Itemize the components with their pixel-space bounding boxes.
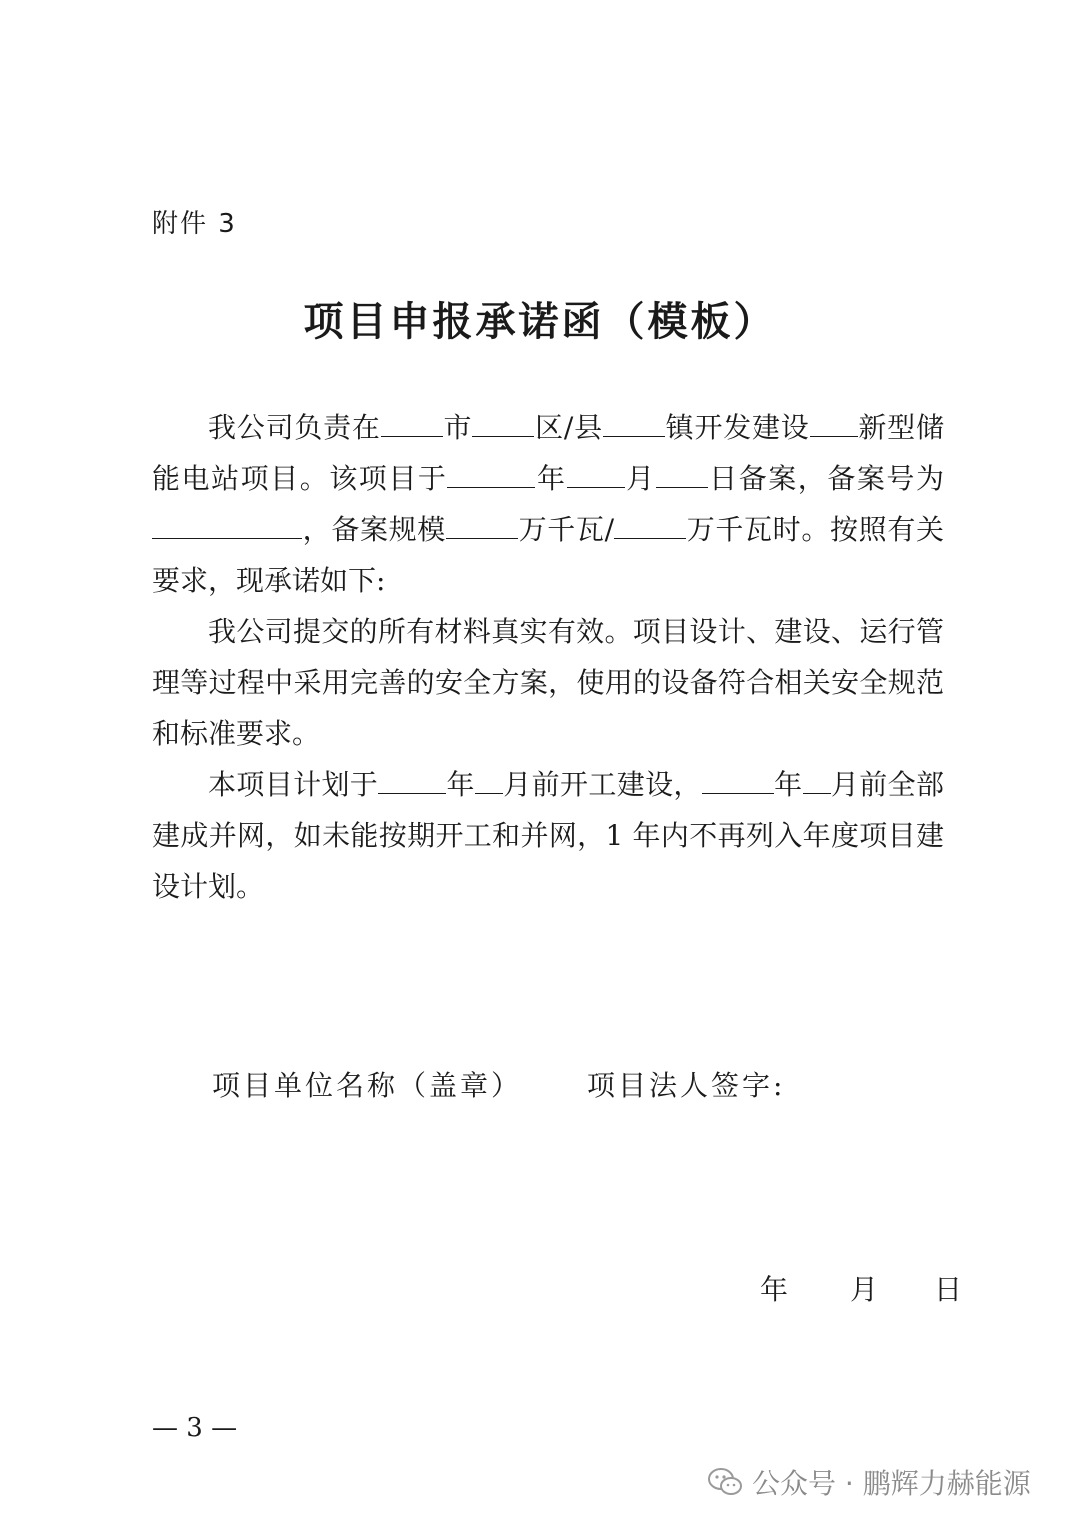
paragraph-1 xyxy=(152,402,944,606)
attachment-label: 附件 3 xyxy=(152,209,237,239)
watermark-text: 公众号 · 鹏辉力赫能源 xyxy=(752,1467,1031,1500)
text-run: 万千瓦/ xyxy=(517,513,615,546)
text-run: ，备案规模 xyxy=(302,513,446,546)
blank-month xyxy=(567,462,625,488)
date-month: 月 xyxy=(850,1273,879,1306)
text-run: 月前全部建成并网，如未能按期开工和并网，1 年内不再列入年度项目建设计划。 xyxy=(152,768,944,903)
text-run: 我公司负责在 xyxy=(208,411,381,444)
date-year: 年 xyxy=(760,1273,789,1306)
text-run: 本项目计划于 xyxy=(208,768,379,801)
text-run: 区/县 xyxy=(534,411,603,444)
text-run: 年 xyxy=(773,768,803,801)
legal-signature-label: 项目法人签字: xyxy=(587,1069,786,1102)
text-run: 日备案，备案号为 xyxy=(707,462,944,495)
blank-record-number xyxy=(152,513,302,539)
unit-name-seal-label: 项目单位名称（盖章） xyxy=(212,1069,523,1102)
blank-town xyxy=(603,411,665,437)
paragraph-2: 我公司提交的所有材料真实有效。项目设计、建设、运行管理等过程中采用完善的安全方案，使用的设备符合相关安全规范和标准要求。 xyxy=(152,615,944,750)
blank-district xyxy=(472,411,534,437)
blank-finish-month xyxy=(803,768,831,794)
watermark xyxy=(708,1462,1031,1502)
text-run: 年 xyxy=(446,768,475,801)
blank-project-type xyxy=(810,411,858,437)
blank-scale-kwh xyxy=(614,513,686,539)
document-title: 项目申报承诺函（模板） xyxy=(303,299,777,345)
text-run: 镇开发建设 xyxy=(664,411,810,444)
text-run: 年 xyxy=(535,462,567,495)
text-run: 市 xyxy=(442,411,473,444)
blank-finish-year xyxy=(702,768,774,794)
text-run: 万千瓦时。按照有关要求，现承诺如下: xyxy=(152,513,944,597)
text-run: 月前开工建设， xyxy=(502,768,702,801)
blank-start-month xyxy=(475,768,503,794)
blank-start-year xyxy=(378,768,446,794)
date-day: 日 xyxy=(934,1273,963,1306)
wechat-icon xyxy=(708,1467,742,1497)
text-run: 新型储能电站项目。该项目于 xyxy=(152,411,944,495)
page-number: — 3 — xyxy=(152,1413,238,1443)
blank-year xyxy=(447,462,535,488)
blank-scale-kw xyxy=(446,513,518,539)
paragraph-3 xyxy=(152,759,944,912)
blank-day xyxy=(656,462,708,488)
document-body xyxy=(152,402,944,912)
date-line xyxy=(760,1268,962,1308)
text-run: 月 xyxy=(624,462,656,495)
blank-city xyxy=(381,411,443,437)
